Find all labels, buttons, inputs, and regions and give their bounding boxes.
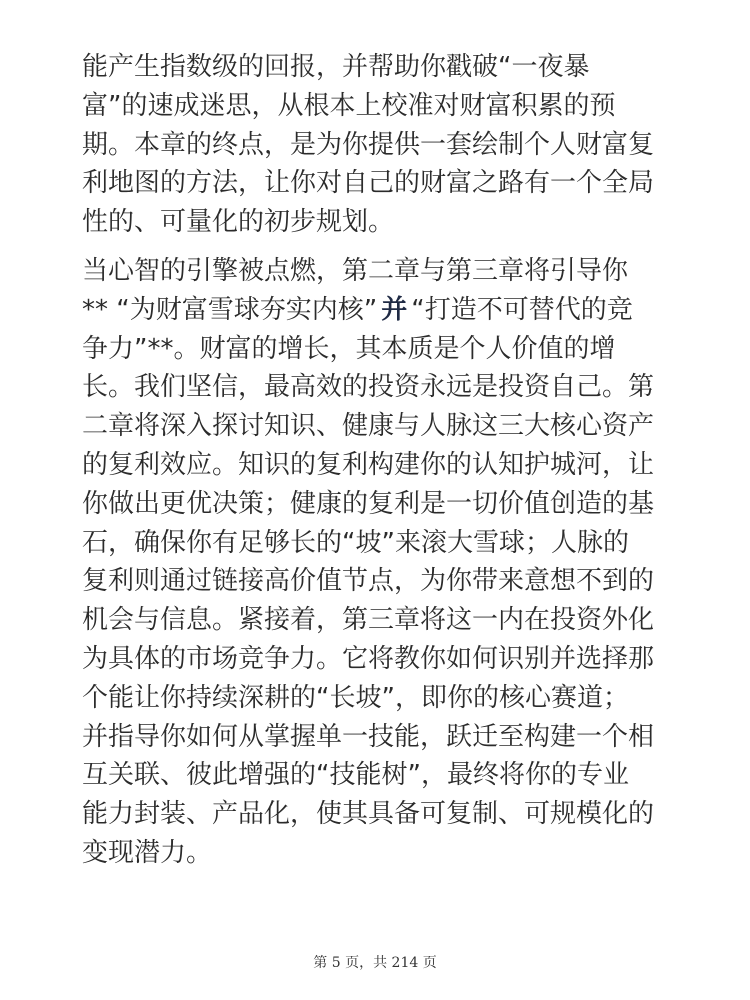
text-line: 的复利效应。知识的复利构建你的认知护城河，让 (82, 449, 655, 480)
text-line: 性的、可量化的初步规划。 (82, 207, 395, 238)
text-line: 当心智的引擎被点燃，第二章与第三章将引导你 (82, 255, 629, 286)
text-line: 二章将深入探讨知识、健康与人脉这三大核心资产 (82, 411, 655, 442)
text-line: 能力封装、产品化，使其具备可复制、可规模化的 (82, 799, 655, 830)
text-line: 机会与信息。紧接着，第三章将这一内在投资外化 (82, 605, 655, 636)
text-line: 并指导你如何从掌握单一技能，跃迁至构建一个相 (82, 721, 655, 752)
bold-conjunction: 并 (381, 294, 408, 325)
text-segment: ** “为财富雪球夯实内核” (82, 294, 378, 325)
text-line-with-bold (82, 291, 674, 330)
text-line: 个能让你持续深耕的“长坡”，即你的核心赛道； (82, 682, 629, 713)
paragraph-spacer (82, 242, 674, 252)
text-line: 你做出更优决策；健康的复利是一切价值创造的基 (82, 488, 655, 519)
text-line: 互关联、彼此增强的“技能树”，最终将你的专业 (82, 760, 629, 791)
text-line: 复利则通过链接高价值节点，为你带来意想不到的 (82, 566, 655, 597)
text-line: 争力”**。财富的增长，其本质是个人价值的增 (82, 333, 616, 364)
body-text (82, 48, 674, 873)
text-line: 石，确保你有足够长的“坡”来滚大雪球；人脉的 (82, 527, 629, 558)
paragraph-2 (82, 252, 674, 873)
text-line: 变现潜力。 (82, 837, 213, 868)
text-line: 期。本章的终点，是为你提供一套绘制个人财富复 (82, 129, 655, 160)
text-line: 长。我们坚信，最高效的投资永远是投资自己。第 (82, 372, 655, 403)
text-line: 富”的速成迷思，从根本上校准对财富积累的预 (82, 90, 616, 121)
paragraph-1 (82, 48, 674, 242)
text-segment: “打造不可替代的竞 (411, 294, 633, 325)
text-line: 为具体的市场竞争力。它将教你如何识别并选择那 (82, 643, 655, 674)
page-number-footer: 第 5 页，共 214 页 (313, 955, 437, 971)
text-line: 能产生指数级的回报，并帮助你戳破“一夜暴 (82, 52, 590, 82)
text-line: 利地图的方法，让你对自己的财富之路有一个全局 (82, 168, 655, 199)
